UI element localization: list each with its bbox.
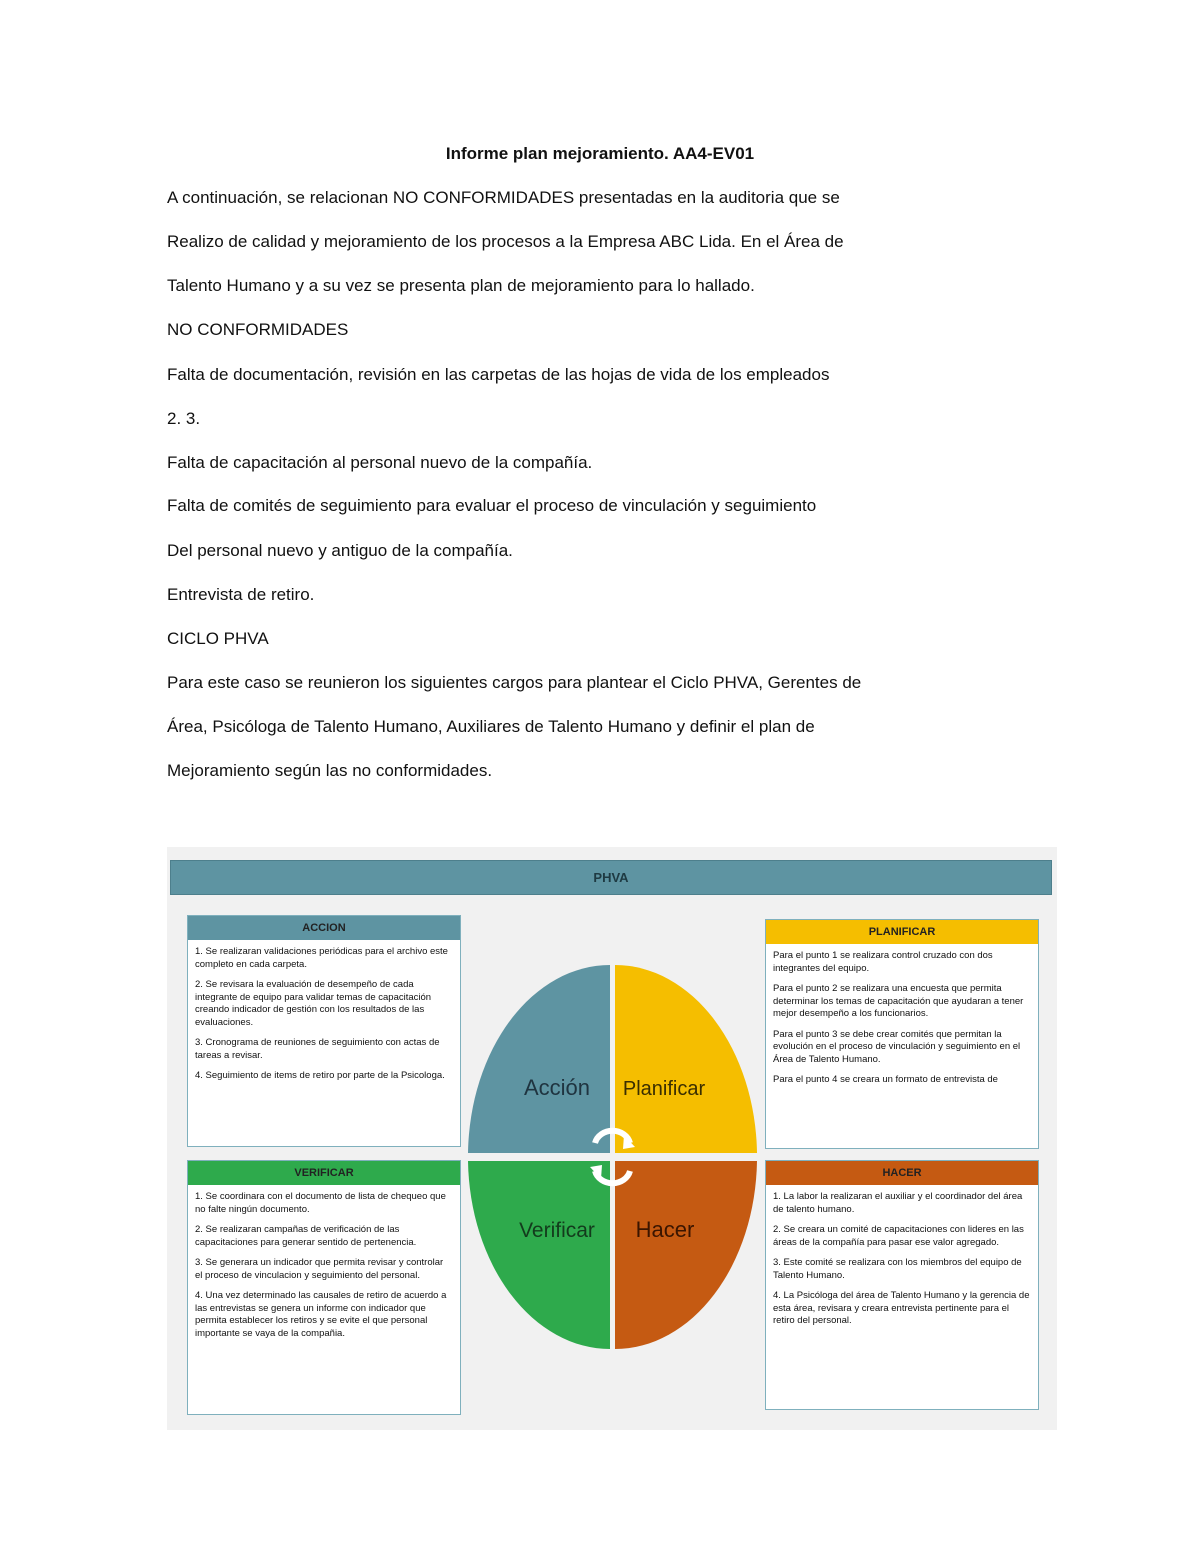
accion-quadrant — [468, 965, 610, 1153]
cycle-label-hacer: Hacer — [635, 1217, 695, 1242]
planificar-item: Para el punto 1 se realizara control cruzado con dos integrantes del equipo. — [773, 950, 993, 974]
planificar-card-body — [766, 944, 1038, 1101]
hacer-item: 4. La Psicóloga del área de Talento Humano y la gerencia de esta área, revisara y creara entrevista pertinente para el retiro del personal. — [773, 1290, 1030, 1327]
accion-item: 3. Cronograma de reuniones de seguimiento con actas de tareas a revisar. — [195, 1037, 440, 1061]
paragraph-line: Falta de comités de seguimiento para evaluar el proceso de vinculación y seguimiento — [167, 496, 817, 515]
accion-item: 2. Se revisara la evaluación de desempeño de cada integrante de equipo para validar temas de capacitación creando indicador de gestión con los resultados de las evaluaciones. — [195, 979, 432, 1028]
hacer-card-title: HACER — [766, 1161, 1038, 1185]
planificar-card — [765, 919, 1039, 1149]
verificar-card-title: VERIFICAR — [188, 1161, 460, 1185]
hacer-card — [765, 1160, 1039, 1410]
paragraph-line: Talento Humano y a su vez se presenta plan de mejoramiento para lo hallado. — [167, 276, 755, 295]
phva-header: PHVA — [170, 860, 1052, 895]
planificar-card-title: PLANIFICAR — [766, 920, 1038, 944]
accion-item: 4. Seguimiento de items de retiro por parte de la Psicologa. — [195, 1070, 445, 1082]
accion-card-title: ACCION — [188, 916, 460, 940]
accion-card — [187, 915, 461, 1147]
paragraph-line: Del personal nuevo y antiguo de la compañía. — [167, 541, 513, 560]
paragraph-line: Mejoramiento según las no conformidades. — [167, 761, 493, 780]
hacer-item: 1. La labor la realizaran el auxiliar y el coordinador del área de talento humano. — [773, 1191, 1023, 1215]
planificar-item: Para el punto 3 se debe crear comités que permitan la evolución en el proceso de vinculación y seguimiento en el Área de Talento Humano. — [773, 1028, 1021, 1065]
hacer-item: 2. Se creara un comité de capacitaciones con lideres en las áreas de la compañía para pasar ese valor agregado. — [773, 1224, 1024, 1248]
cycle-label-verificar: Verificar — [519, 1219, 595, 1242]
hacer-card-body — [766, 1185, 1038, 1342]
accion-item: 1. Se realizaran validaciones periódicas para el archivo este completo en cada carpeta. — [195, 946, 448, 970]
paragraph-line: Área, Psicóloga de Talento Humano, Auxiliares de Talento Humano y definir el plan de — [167, 717, 815, 736]
planificar-item: Para el punto 2 se realizara una encuesta que permita determinar los temas de capacitación que ayudaran a tener mejor desempeño a los funcionarios. — [773, 983, 1024, 1020]
section-heading: NO CONFORMIDADES — [167, 320, 349, 339]
hacer-quadrant — [615, 1161, 757, 1349]
verificar-item: 3. Se generara un indicador que permita revisar y controlar el proceso de vinculacion y seguimiento del personal. — [195, 1257, 444, 1281]
verificar-item: 2. Se realizaran campañas de verificación de las capacitaciones para generar sentido de pertenencia. — [195, 1224, 417, 1248]
cycle-label-accion: Acción — [523, 1075, 591, 1100]
cycle-label-planificar: Planificar — [622, 1078, 706, 1100]
paragraph-line: Para este caso se reunieron los siguientes cargos para plantear el Ciclo PHVA, Gerentes de — [167, 673, 862, 692]
section-heading: CICLO PHVA — [167, 629, 269, 648]
document-title: Informe plan mejoramiento. AA4-EV01 — [445, 144, 755, 163]
paragraph-line: Falta de documentación, revisión en las carpetas de las hojas de vida de los empleados — [167, 365, 830, 384]
paragraph-line: Entrevista de retiro. — [167, 585, 315, 604]
verificar-card — [187, 1160, 461, 1415]
verificar-item: 4. Una vez determinado las causales de retiro de acuerdo a las entrevistas se genera un informe con indicador que permita establecer los retiros y se evite el que personal importante se vaya de la compañia. — [195, 1290, 447, 1339]
paragraph-line: A continuación, se relacionan NO CONFORMIDADES presentadas en la auditoria que se — [167, 188, 840, 207]
hacer-item: 3. Este comité se realizara con los miembros del equipo de Talento Humano. — [773, 1257, 1022, 1281]
paragraph-line: Falta de capacitación al personal nuevo de la compañía. — [167, 453, 593, 472]
phva-figure — [167, 847, 1057, 1430]
verificar-item: 1. Se coordinara con el documento de lista de chequeo que no falte ningún documento. — [195, 1191, 446, 1215]
verificar-quadrant — [468, 1161, 610, 1349]
verificar-card-body — [188, 1185, 460, 1354]
accion-card-body — [188, 940, 460, 1097]
paragraph-line: 2. 3. — [167, 409, 201, 428]
planificar-item: Para el punto 4 se creara un formato de entrevista de — [773, 1074, 998, 1086]
paragraph-line: Realizo de calidad y mejoramiento de los procesos a la Empresa ABC Lida. En el Área de — [167, 232, 844, 251]
phva-cycle-diagram — [467, 957, 759, 1357]
planificar-quadrant — [615, 965, 757, 1153]
